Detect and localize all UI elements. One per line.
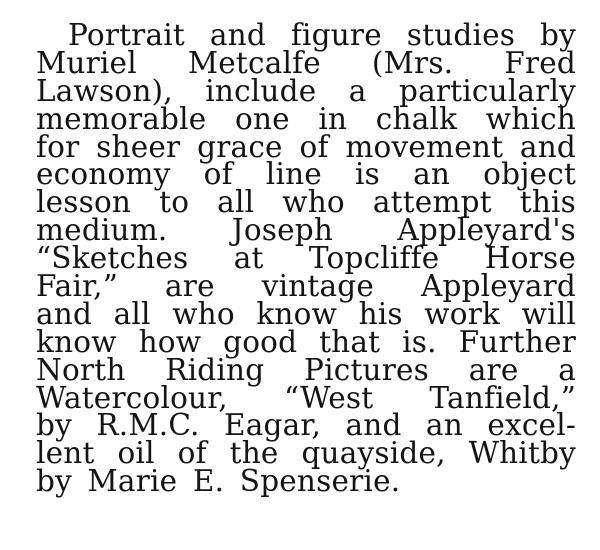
article-line: by R.M.C. Eagar, and an excel- bbox=[36, 408, 576, 443]
article-line: Watercolour, “West Tanfield,” bbox=[36, 380, 576, 415]
article-line: Portrait and figure studies by bbox=[68, 18, 576, 52]
article-line: economy of line is an object bbox=[36, 157, 576, 192]
article-line: “Sketches at Topcliffe Horse bbox=[36, 241, 576, 276]
article-line: Lawson), include a particularly bbox=[36, 73, 576, 108]
article-line: by Marie E. Spenserie. bbox=[36, 464, 401, 499]
article-line: medium. Joseph Appleyard's bbox=[36, 213, 576, 248]
article-line: Muriel Metcalfe (Mrs. Fred bbox=[36, 45, 576, 80]
article-line: for sheer grace of movement and bbox=[36, 129, 576, 164]
article-paragraph bbox=[36, 18, 576, 499]
article-line: North Riding Pictures are a bbox=[36, 352, 576, 387]
article-line: and all who know his work will bbox=[36, 296, 576, 331]
article-line: lent oil of the quayside, Whitby bbox=[36, 436, 576, 471]
article-line: lesson to all who attempt this bbox=[36, 185, 576, 220]
article-line: Fair,” are vintage Appleyard bbox=[36, 269, 576, 304]
article-line: know how good that is. Further bbox=[36, 324, 576, 359]
article-line: memorable one in chalk which bbox=[36, 101, 576, 136]
